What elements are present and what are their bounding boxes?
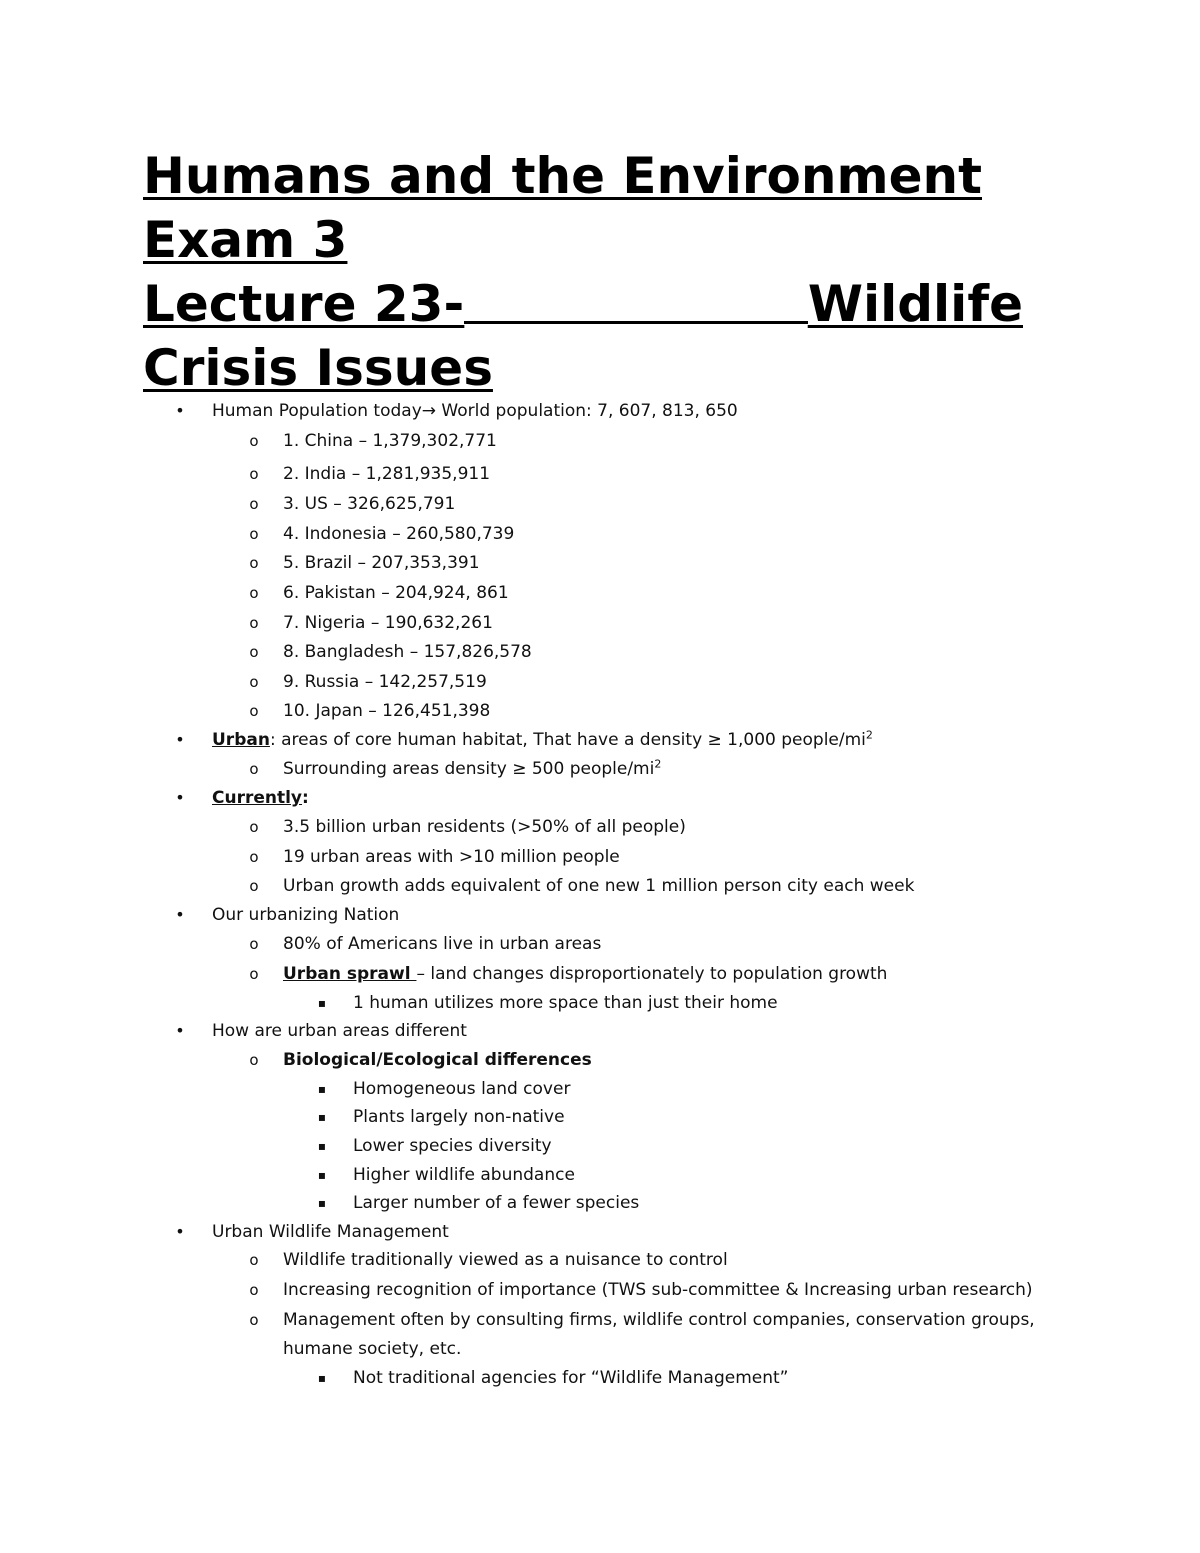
bullet-marker: ▪ (317, 1110, 327, 1124)
bullet-marker: ▪ (317, 1082, 327, 1096)
bullet-marker: o (249, 1281, 259, 1299)
bullet-marker: ▪ (317, 1168, 327, 1182)
bullet-marker: o (249, 935, 259, 953)
bullet-marker: o (249, 673, 259, 691)
bullet-marker: o (249, 432, 259, 450)
title-wildlife: Wildlife (807, 275, 1023, 333)
term-currently: Currently (212, 788, 303, 808)
bullet-marker: o (249, 554, 259, 572)
bullet-marker: o (249, 495, 259, 513)
bullet-marker: o (249, 525, 259, 543)
bullet-marker: • (175, 730, 185, 749)
bullet-marker: • (175, 1021, 185, 1040)
bullet-marker: o (249, 760, 259, 778)
title-lecture-number: Lecture 23- (143, 275, 465, 333)
bullet-marker: ▪ (317, 996, 327, 1010)
bullet-marker: ▪ (317, 1139, 327, 1153)
bullet-marker: o (249, 1311, 259, 1329)
bullet-marker: o (249, 465, 259, 483)
title-line-2: Exam 3 (143, 211, 348, 269)
title-gap-underline (464, 272, 808, 324)
bullet-marker: ▪ (317, 1196, 327, 1210)
bullet-marker: o (249, 877, 259, 895)
title-line-1: Humans and the Environment (143, 147, 982, 205)
title-line-4: Crisis Issues (143, 339, 493, 397)
bullet-marker: o (249, 643, 259, 661)
term-urban: Urban (212, 730, 270, 750)
term-urban-sprawl: Urban sprawl (283, 964, 417, 984)
bullet-marker: ▪ (317, 1371, 327, 1385)
bullet-marker: o (249, 1051, 259, 1069)
arrow-icon: → (421, 401, 437, 421)
bullet-marker: • (175, 905, 185, 924)
title-line-3 (143, 272, 1023, 336)
bullet-marker: o (249, 1251, 259, 1269)
bullet-marker: o (249, 702, 259, 720)
bullet-marker: o (249, 614, 259, 632)
bullet-marker: • (175, 401, 185, 420)
bullet-marker: o (249, 818, 259, 836)
bullet-marker: o (249, 848, 259, 866)
bullet-marker: • (175, 1222, 185, 1241)
bullet-marker: o (249, 965, 259, 983)
bullet-marker: o (249, 584, 259, 602)
document-title (143, 144, 1073, 400)
bullet-marker: • (175, 788, 185, 807)
